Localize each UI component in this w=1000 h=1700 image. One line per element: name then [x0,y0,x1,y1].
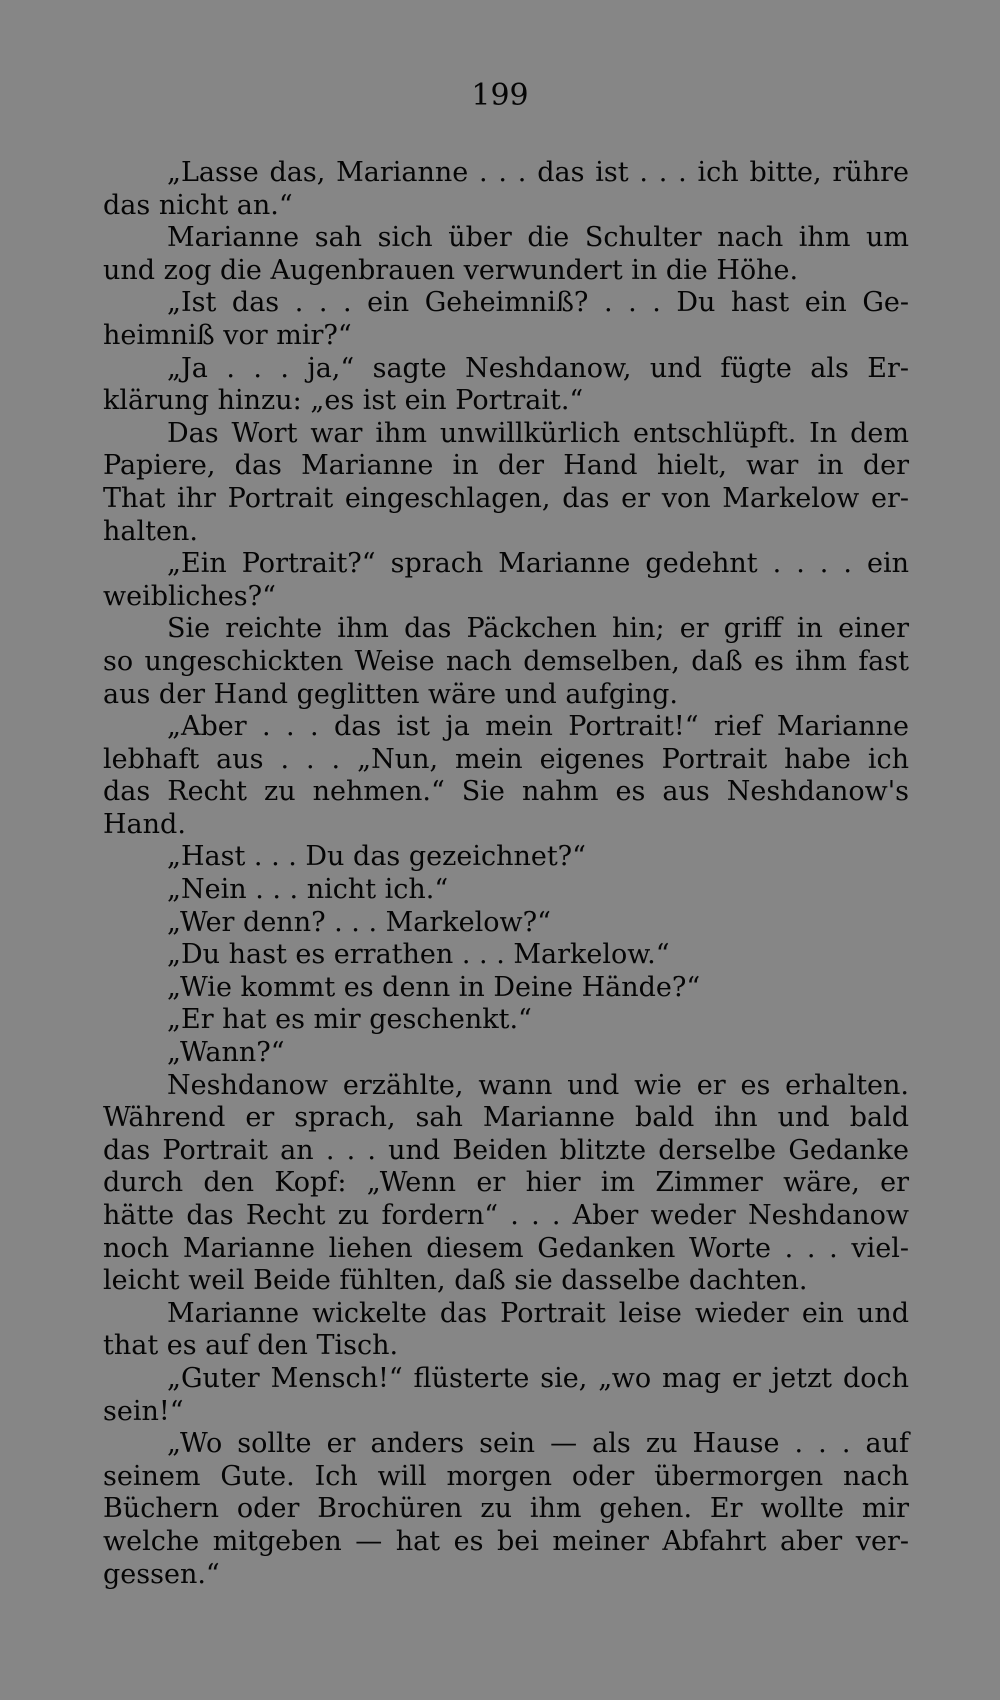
text-line: Marianne wickelte das Portrait leise wieder ein und [167,1297,909,1329]
text-line: „Wo sollte er anders sein — als zu Hause . . . auf [167,1428,909,1460]
text-line: „Ein Portrait?“ sprach Marianne gedehnt . . . . ein [167,548,909,580]
text-line: noch Marianne liehen diesem Gedanken Worte . . . viel- [103,1232,909,1264]
text-line: „Nein . . . nicht ich.“ [167,874,449,906]
text-line: und zog die Augenbrauen verwundert in die Höhe. [103,254,799,286]
text-line: klärung hinzu: „es ist ein Portrait.“ [103,385,584,417]
text-line: „Lasse das, Marianne . . . das ist . . . ich bitte, rühre [167,157,909,188]
text-line: durch den Kopf: „Wenn er hier im Zimmer wäre, er [103,1167,909,1199]
text-line: „Er hat es mir geschenkt.“ [167,1004,532,1036]
page-text [103,157,909,1591]
text-line: Neshdanow erzählte, wann und wie er es erhalten. [167,1069,909,1101]
text-line: „Hast . . . Du das gezeichnet?“ [167,841,586,873]
text-line: Hand. [103,808,186,840]
text-line: „Wie kommt es denn in Deine Hände?“ [167,971,701,1003]
page-number: 199 [471,78,529,113]
text-line: welche mitgeben — hat es bei meiner Abfahrt aber ver- [103,1525,909,1557]
text-line: heimniß vor mir?“ [103,319,352,351]
text-line: Das Wort war ihm unwillkürlich entschlüpft. In dem [167,417,909,449]
text-line: „Aber . . . das ist ja mein Portrait!“ rief Marianne [167,711,909,743]
text-line: weibliches?“ [103,580,276,612]
text-line: „Wer denn? . . . Markelow?“ [167,906,551,938]
text-line: das Portrait an . . . und Beiden blitzte derselbe Gedanke [103,1134,909,1166]
text-line: that es auf den Tisch. [103,1330,399,1362]
text-line: lebhaft aus . . . „Nun, mein eigenes Portrait habe ich [103,743,909,775]
text-line: Sie reichte ihm das Päckchen hin; er griff in einer [167,613,909,645]
text-line: leicht weil Beide fühlten, daß sie dasselbe dachten. [103,1265,808,1297]
text-line: That ihr Portrait eingeschlagen, das er von Markelow er- [103,482,909,514]
text-line: „Wann?“ [167,1037,285,1069]
text-line: das Recht zu nehmen.“ Sie nahm es aus Neshdanow's [103,776,909,808]
text-line: „Ist das . . . ein Geheimniß? . . . Du hast ein Ge- [167,287,909,319]
text-line: Marianne sah sich über die Schulter nach ihm um [167,222,909,254]
text-line: „Du hast es errathen . . . Markelow.“ [167,939,670,971]
text-line: „Ja . . . ja,“ sagte Neshdanow, und fügte als Er- [167,352,909,384]
text-line: sein!“ [103,1395,184,1427]
text-line: halten. [103,515,198,547]
text-line: aus der Hand geglitten wäre und aufging. [103,678,679,710]
text-line: das nicht an.“ [103,189,293,221]
text-line: Während er sprach, sah Marianne bald ihn und bald [103,1102,909,1134]
text-line: „Guter Mensch!“ flüsterte sie, „wo mag er jetzt doch [167,1362,909,1394]
text-line: so ungeschickten Weise nach demselben, daß es ihm fast [103,645,909,677]
text-line: hätte das Recht zu fordern“ . . . Aber weder Neshdanow [103,1200,909,1231]
text-line: Büchern oder Brochüren zu ihm gehen. Er wollte mir [103,1493,909,1525]
text-line: seinem Gute. Ich will morgen oder übermorgen nach [103,1460,909,1492]
text-line: gessen.“ [103,1558,220,1590]
text-line: Papiere, das Marianne in der Hand hielt, war in der [103,450,909,482]
